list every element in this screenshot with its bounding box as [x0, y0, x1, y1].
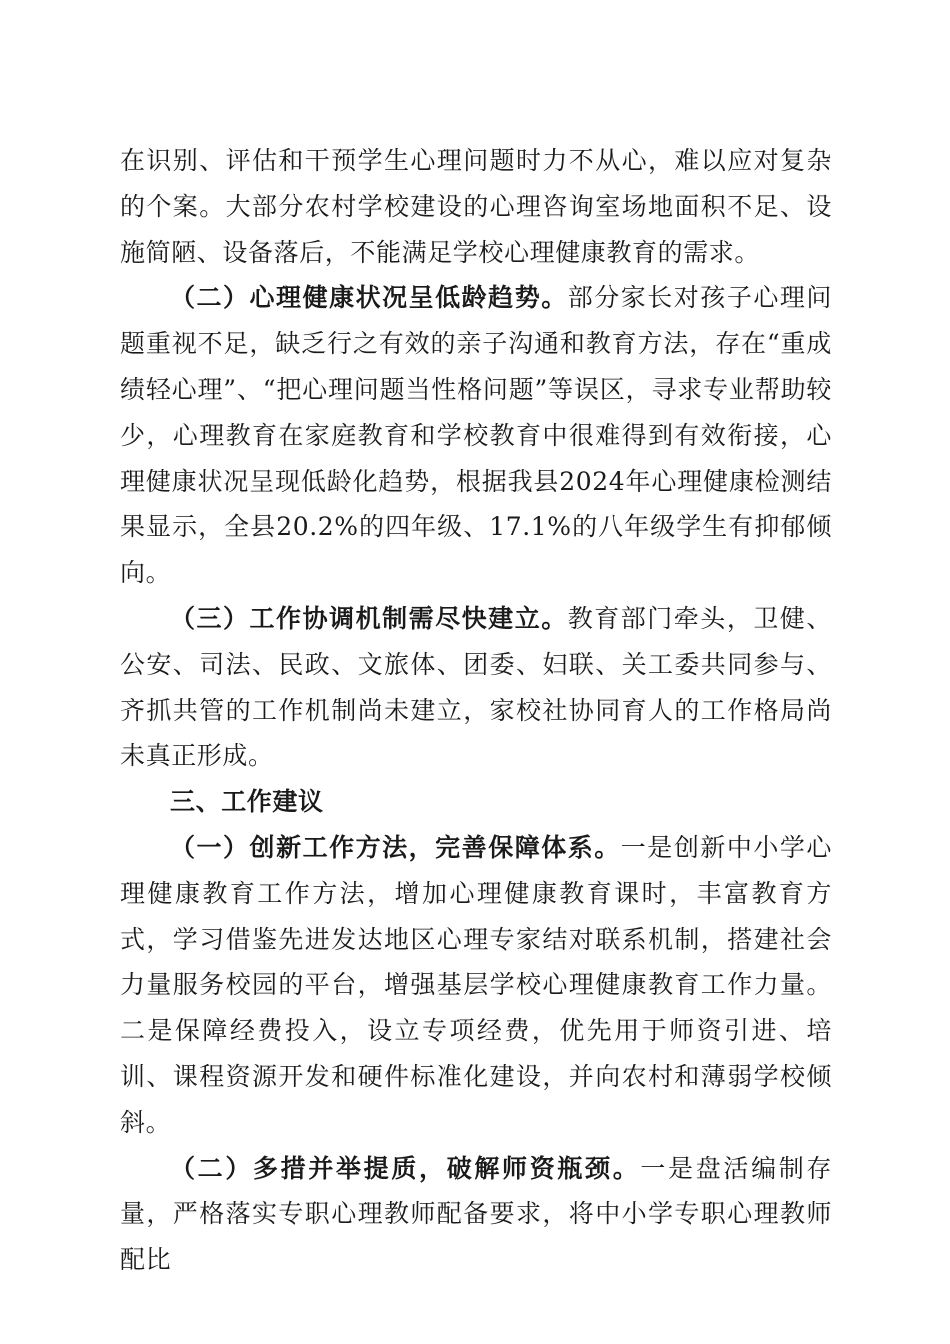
paragraph-continuation [120, 138, 832, 275]
document-page [120, 138, 832, 1283]
paragraph-text: 一是盘活编制存量，严格落实专职心理教师配备要求，将中小学专职心理教师配比 [120, 1153, 833, 1275]
paragraph-text: 一是创新中小学心理健康教育工作方法，增加心理健康教育课时，丰富教育方式，学习借鉴先进发达地区心理专家结对联系机制，搭建社会力量服务校园的平台，增强基层学校心理健康教育工作力量。二是保障经费投入，设立专项经费，优先用于师资引进、培训、课程资源开发和硬件标准化建设，并向农村和薄弱学校倾斜。 [120, 832, 832, 1137]
paragraph-text: 在识别、评估和干预学生心理问题时力不从心，难以应对复杂的个案。大部分农村学校建设的心理咨询室场地面积不足、设施简陋、设备落后，不能满足学校心理健康教育的需求。 [120, 146, 832, 267]
paragraph-lead: （三）工作协调机制需尽快建立。 [170, 603, 568, 633]
paragraph-innovate-methods [120, 825, 832, 1146]
paragraph-text: 教育部门牵头，卫健、公安、司法、民政、文旅体、团委、妇联、关工委共同参与、齐抓共管的工作机制尚未建立，家校社协同育人的工作格局尚未真正形成。 [120, 603, 832, 771]
paragraph-text: 部分家长对孩子心理问题重视不足，缺乏行之有效的亲子沟通和教育方法，存在“重成绩轻心理”、“把心理问题当性格问题”等误区，寻求专业帮助较少，心理教育在家庭教育和学校教育中很难得到有效衔接，心理健康状况呈现低龄化趋势，根据我县2024年心理健康检测结果显示，全县20.2%的四年级、17.1%的八年级学生有抑郁倾向。 [120, 283, 832, 588]
section-heading: 三、工作建议 [170, 787, 324, 817]
paragraph-lead: （二）心理健康状况呈低龄趋势。 [170, 283, 568, 313]
paragraph-lead: （一）创新工作方法，完善保障体系。 [170, 832, 621, 862]
paragraph-low-age-trend [120, 275, 832, 596]
paragraph-teacher-bottleneck [120, 1146, 832, 1283]
paragraph-coordination-mechanism [120, 596, 832, 779]
paragraph-lead: （二）多措并举提质，破解师资瓶颈。 [170, 1153, 641, 1183]
